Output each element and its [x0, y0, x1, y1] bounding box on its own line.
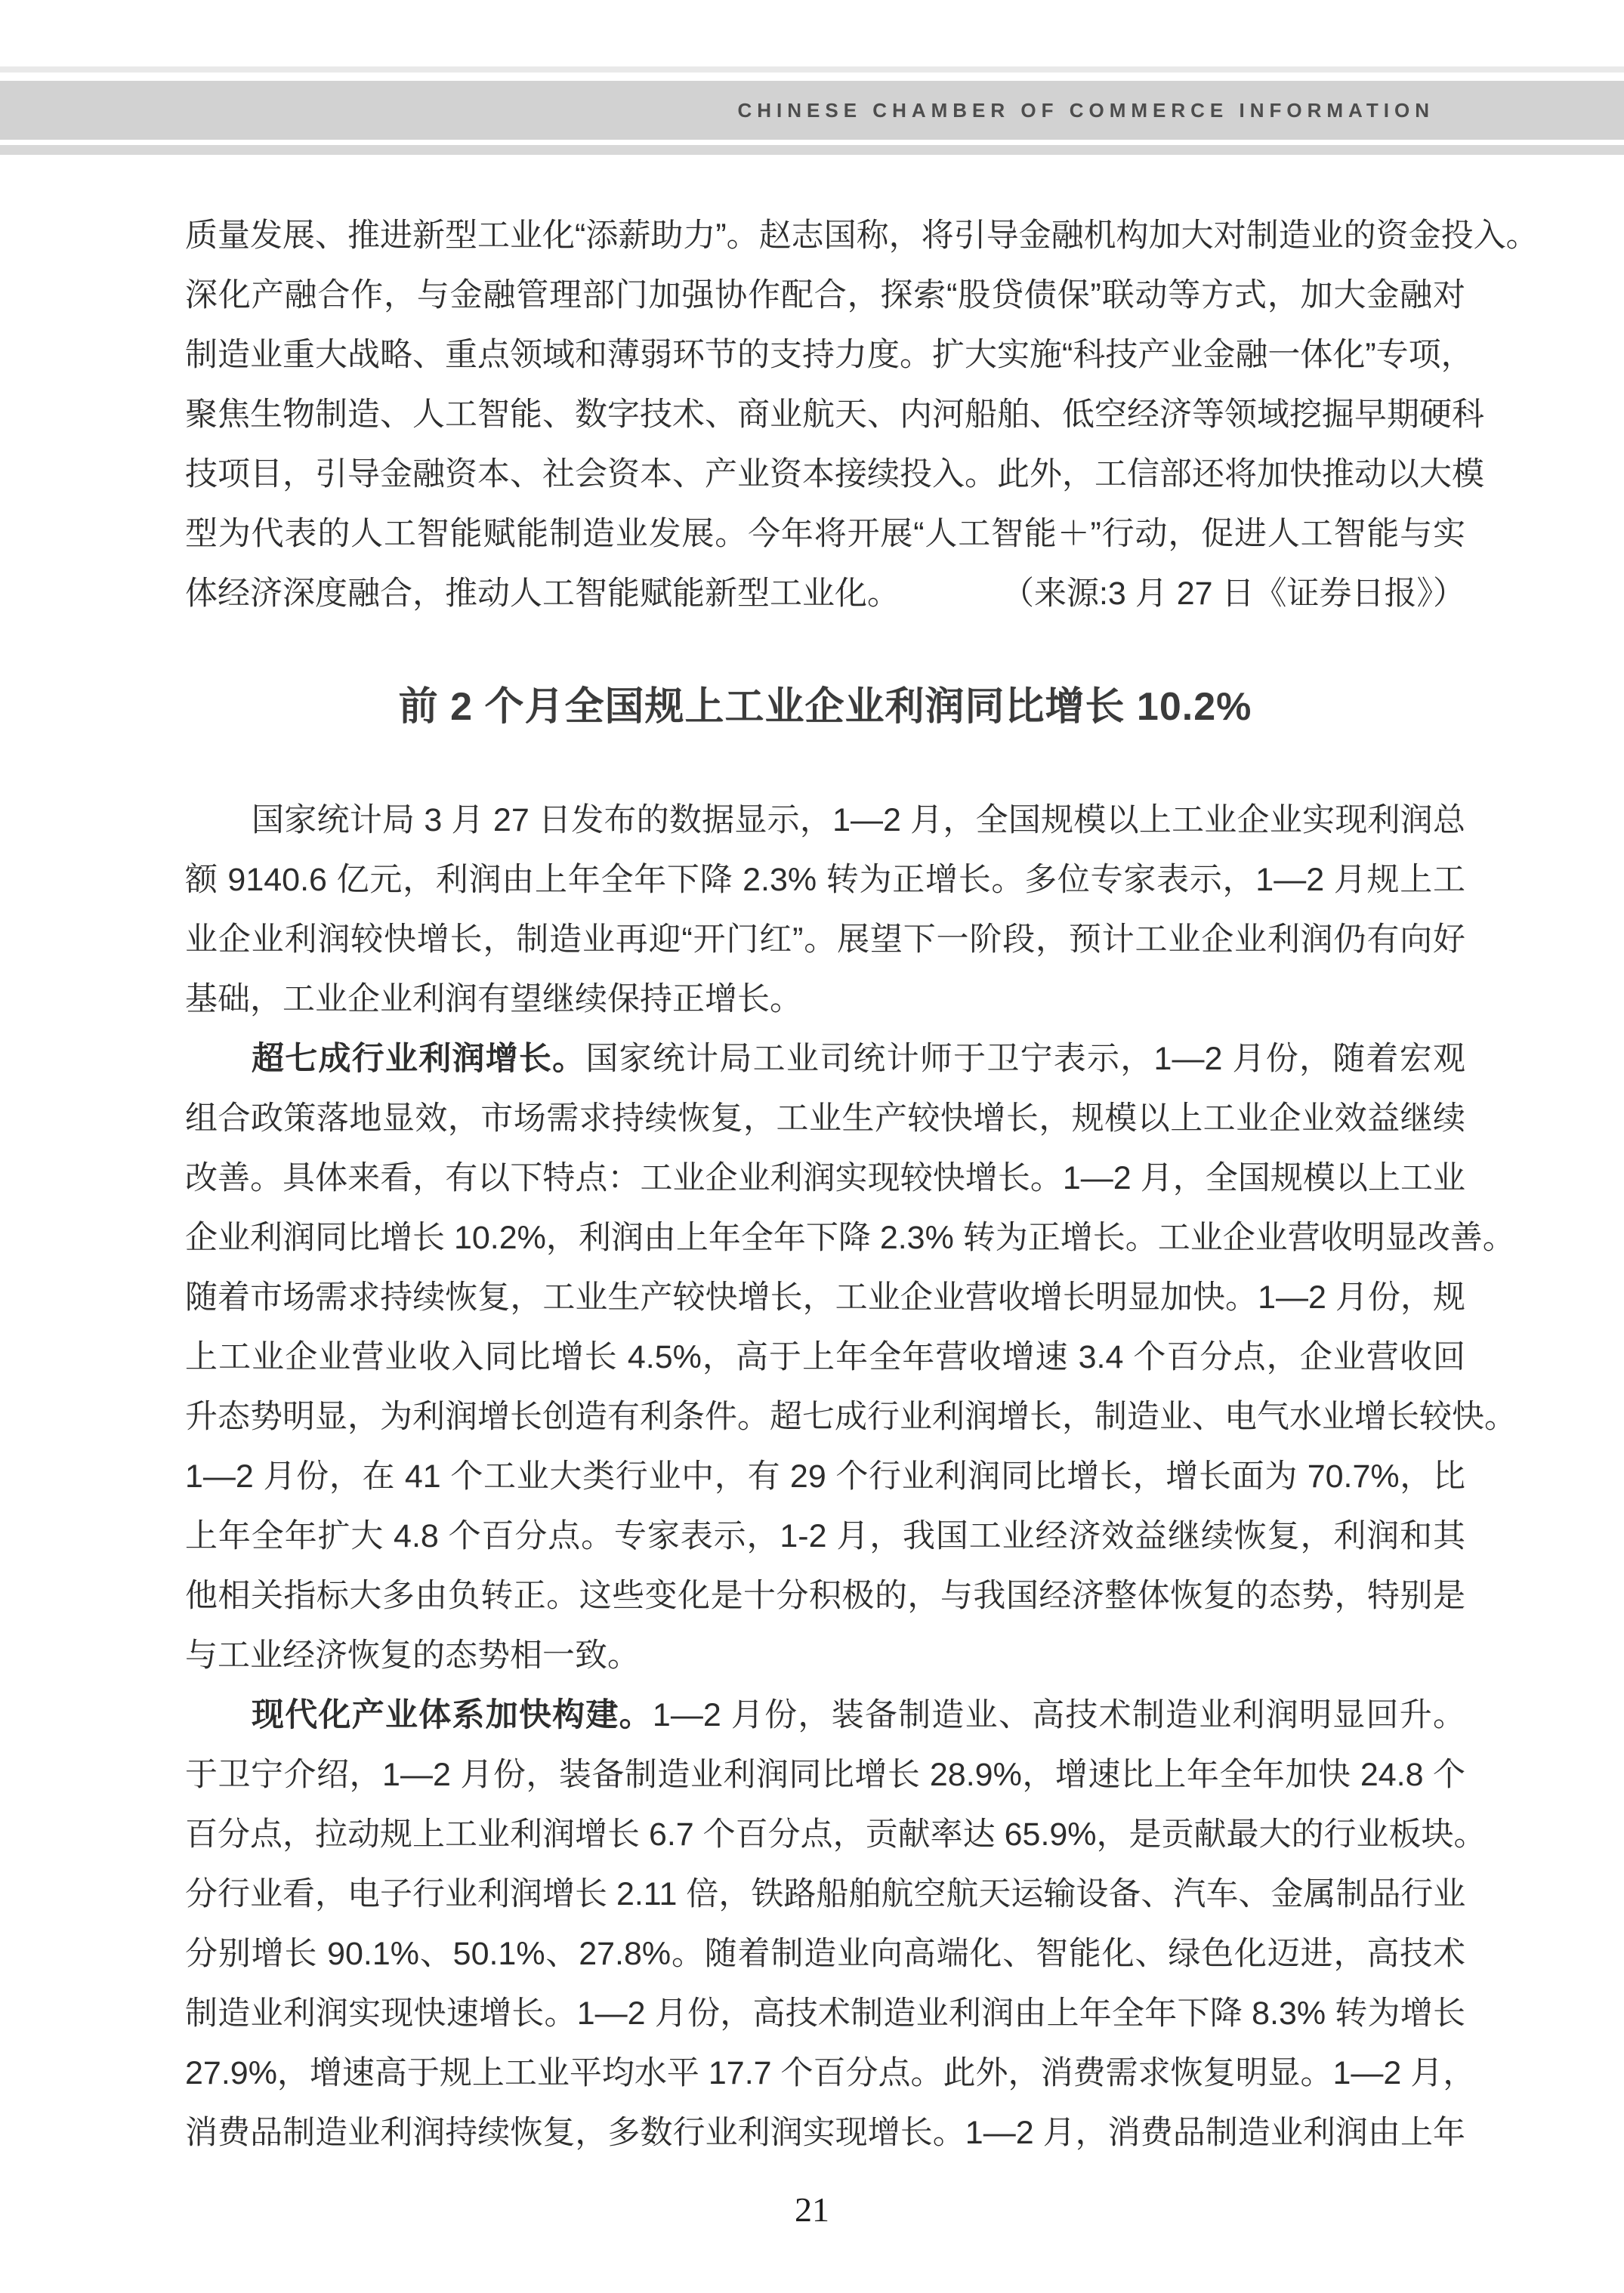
source-label: （来源:3 月 27 日《证券日报》） [1001, 576, 1465, 612]
text-line: 国家统计局 3 月 27 日发布的数据显示，1—2 月，全国规模以上工业企业实现利润总 [252, 802, 1465, 838]
text-line: 随着市场需求持续恢复，工业生产较快增长，工业企业营收增长明显加快。1—2 月份，规 [185, 1279, 1465, 1316]
text-line: 制造业重大战略、重点领域和薄弱环节的支持力度。扩大实施“科技产业金融一体化”专项， [185, 337, 1474, 373]
bold-lead-in: 现代化产业体系加快构建。 [252, 1697, 653, 1733]
text-segment: 国家统计局工业司统计师于卫宁表示，1—2 月份，随着宏观 [585, 1041, 1465, 1077]
text-line: 分别增长 90.1%、50.1%、27.8%。随着制造业向高端化、智能化、绿色化迈进，高技术 [185, 1936, 1465, 1972]
bold-lead-in: 超七成行业利润增长。 [252, 1041, 586, 1077]
text-segment: 1—2 月份，装备制造业、高技术制造业利润明显回升。 [652, 1697, 1465, 1733]
text-line: 组合政策落地显效，市场需求持续恢复，工业生产较快增长，规模以上工业企业效益继续 [185, 1100, 1465, 1137]
text-line: 消费品制造业利润持续恢复，多数行业利润实现增长。1—2 月，消费品制造业利润由上年 [185, 2115, 1465, 2151]
text-line: 上年全年扩大 4.8 个百分点。专家表示，1-2 月，我国工业经济效益继续恢复，利润和其 [185, 1518, 1465, 1554]
text-line-with-source [185, 564, 1465, 624]
text-line: 27.9%，增速高于规上工业平均水平 17.7 个百分点。此外，消费需求恢复明显。1—2 月， [185, 2055, 1476, 2091]
text-line: 型为代表的人工智能赋能制造业发展。今年将开展“人工智能＋”行动，促进人工智能与实 [185, 516, 1465, 552]
page-footer [0, 2189, 1624, 2231]
text-line: 技项目，引导金融资本、社会资本、产业资本接续投入。此外，工信部还将加快推动以大模 [185, 456, 1484, 492]
text-line: 聚焦生物制造、人工智能、数字技术、商业航天、内河船舶、低空经济等领域挖掘早期硬科 [185, 397, 1484, 433]
prev-article-paragraph [185, 206, 1539, 624]
text-line: 与工业经济恢复的态势相一致。 [185, 1637, 640, 1674]
text-line: 改善。具体来看，有以下特点：工业企业利润实现较快增长。1—2 月，全国规模以上工业 [185, 1160, 1465, 1196]
text-line: 体经济深度融合，推动人工智能赋能新型工业化。 [185, 576, 900, 612]
text-line: 他相关指标大多由负转正。这些变化是十分积极的，与我国经济整体恢复的态势，特别是 [185, 1578, 1465, 1614]
header-sub-bar [0, 145, 1624, 155]
header-band [0, 81, 1624, 140]
text-line [185, 1686, 1465, 1745]
text-line: 升态势明显，为利润增长创造有利条件。超七成行业利润增长，制造业、电气水业增长较快。 [185, 1399, 1517, 1435]
text-line: 业企业利润较快增长，制造业再迎“开门红”。展望下一阶段，预计工业企业利润仍有向好 [185, 921, 1465, 958]
article-title: 前 2 个月全国规上工业企业利润同比增长 10.2% [398, 685, 1252, 729]
text-line: 制造业利润实现快速增长。1—2 月份，高技术制造业利润由上年全年下降 8.3% 转为增长 [185, 1995, 1465, 2032]
text-line: 上工业企业营业收入同比增长 4.5%，高于上年全年营收增速 3.4 个百分点，企业营收回 [185, 1339, 1465, 1375]
header-accent-bar [0, 66, 1624, 73]
paragraph-3 [185, 1686, 1487, 2163]
text-line: 于卫宁介绍，1—2 月份，装备制造业利润同比增长 28.9%，增速比上年全年加快 24.8 个 [185, 1757, 1465, 1793]
text-line: 额 9140.6 亿元，利润由上年全年下降 2.3% 转为正增长。多位专家表示，1—2 月规上工 [185, 862, 1465, 898]
paragraph-1 [185, 791, 1465, 1029]
header-band-title: CHINESE CHAMBER OF COMMERCE INFORMATION [737, 99, 1434, 122]
text-line: 百分点，拉动规上工业利润增长 6.7 个百分点，贡献率达 65.9%，是贡献最大的行业板块。 [185, 1816, 1487, 1853]
content [185, 206, 1539, 2163]
text-line: 企业利润同比增长 10.2%，利润由上年全年下降 2.3% 转为正增长。工业企业营收明显改善。 [185, 1220, 1515, 1256]
text-line: 分行业看，电子行业利润增长 2.11 倍，铁路船舶航空航天运输设备、汽车、金属制品行业 [185, 1876, 1466, 1912]
text-line: 深化产融合作，与金融管理部门加强协作配合，探索“股贷债保”联动等方式，加大金融对 [185, 277, 1465, 313]
text-line: 基础，工业企业利润有望继续保持正增长。 [185, 981, 802, 1017]
text-line: 质量发展、推进新型工业化“添薪助力”。赵志国称，将引导金融机构加大对制造业的资金投入。 [185, 218, 1539, 254]
page-number: 21 [795, 2190, 829, 2229]
paragraph-2 [185, 1029, 1517, 1686]
text-line [185, 1029, 1465, 1089]
text-line: 1—2 月份，在 41 个工业大类行业中，有 29 个行业利润同比增长，增长面为 70.7%，比 [185, 1458, 1465, 1495]
